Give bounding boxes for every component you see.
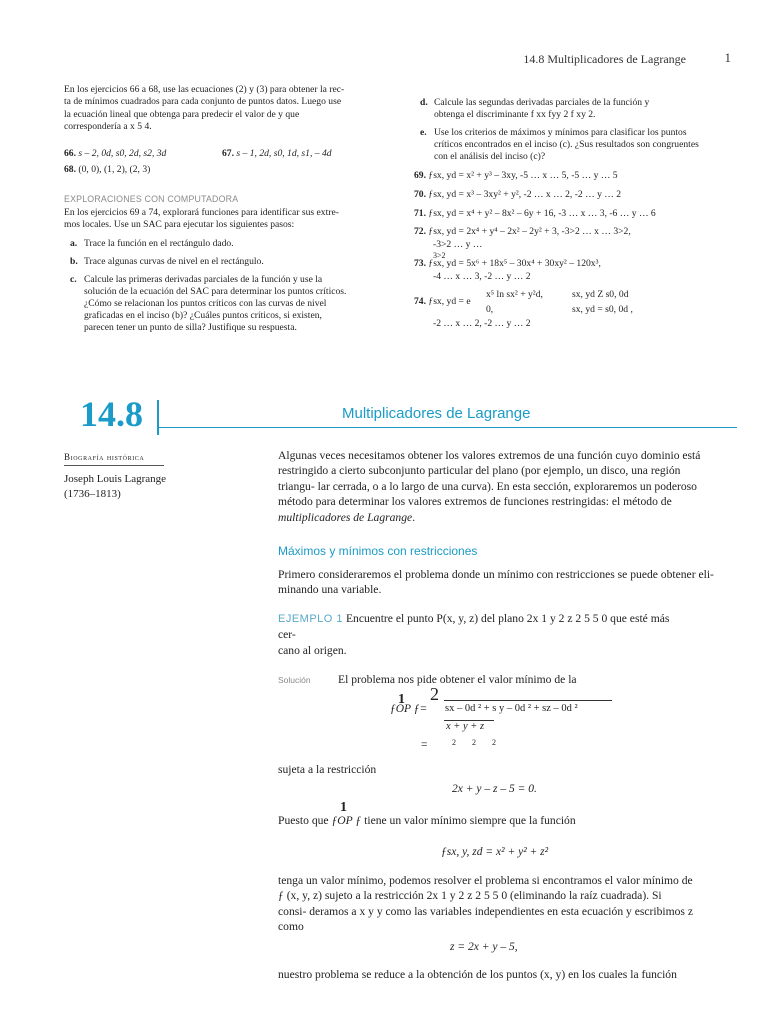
exercise-text: ƒsx, yd = 5x⁶ + 18x⁵ – 30x⁴ + 30xy² – 120x³,	[428, 258, 601, 269]
exercise-text: (0, 0), (1, 2), (2, 3)	[78, 164, 151, 175]
example-statement	[278, 611, 740, 627]
constraint-equation: 2x + y – z – 5 = 0.	[452, 783, 537, 795]
step-text: Trace algunas curvas de nivel en el rectángulo.	[84, 256, 264, 267]
exercise-67	[222, 148, 332, 160]
equation-radicand: sx – 0d ² + s y – 0d ² + sz – 0d ²	[445, 703, 578, 714]
paragraph-line: tenga un valor mínimo, podemos resolver el problema si encontramos el valor mínimo de	[278, 874, 693, 887]
paragraph-line: consi- deramos a x y y como las variables independientes en esta ecuación y escribimos z	[278, 904, 693, 918]
biography-heading: Biografía histórica	[64, 452, 145, 462]
step-line: solución de la ecuación del SAC para determinar los puntos críticos.	[84, 286, 347, 297]
exercise-69	[414, 170, 618, 182]
exercise-70	[414, 189, 621, 201]
paragraph-line: ƒ (x, y, z) sujeto a la restricción 2x 1 y 2 z 2 5 5 0 (eliminando la raíz cuadrada). Si	[278, 889, 662, 903]
exercise-73-continued: -4 … x … 3, -2 … y … 2	[433, 271, 531, 282]
exercise-number: 66.	[64, 148, 76, 159]
example-continued: cano al origen.	[278, 644, 347, 657]
solution-label: Solución	[278, 675, 311, 685]
intro-line: ta de mínimos cuadrados para cada conjunto de puntos datos. Luego use	[64, 96, 342, 108]
biography-name: Joseph Louis Lagrange	[64, 473, 167, 485]
exercise-number: 74.	[414, 296, 426, 307]
step-b	[70, 256, 390, 268]
intro-line: En los ejercicios 66 a 68, use las ecuaciones (2) y (3) para obtener la rec-	[64, 84, 345, 95]
exercise-73	[414, 258, 601, 270]
subsection-paragraph	[278, 567, 738, 598]
subsection-heading: Máximos y mínimos con restricciones	[278, 544, 478, 558]
equation-glyph: 1	[398, 692, 405, 707]
radical-bar	[444, 700, 612, 701]
paragraph-line	[278, 510, 738, 525]
paragraph-line: como	[278, 920, 304, 934]
step-line: con el análisis del inciso (c)?	[434, 151, 546, 162]
solution-text: El problema nos pide obtener el valor mínimo de la	[338, 673, 577, 686]
equation-equals: =	[421, 739, 428, 751]
exercise-text: ƒsx, yd = x³ – 3xy² + y², -2 … x … 2, -2 … y … 2	[428, 189, 622, 200]
biography-rule	[64, 465, 164, 466]
section-number: 14.8	[80, 394, 143, 434]
running-header-title: 14.8 Multiplicadores de Lagrange	[523, 52, 686, 66]
exercise-72-continued: -3>2 … y …	[433, 239, 483, 250]
final-line: nuestro problema se reduce a la obtención de los puntos (x, y) en los cuales la función	[278, 968, 677, 981]
step-line: obtenga el discriminante f xx fyy 2 f xy 2.	[434, 109, 596, 120]
exercise-text: ƒsx, yd = 2x⁴ + y⁴ – 2x² – 2y² + 3, -3>2 … x … 3>2,	[428, 226, 631, 237]
emphasis-text: multiplicadores de Lagrange	[278, 510, 413, 524]
section-divider-bar	[157, 400, 159, 435]
example-continued: cer-	[278, 628, 296, 641]
z-equation: z = 2x + y – 5,	[450, 941, 518, 953]
piecewise-condition: sx, yd Z s0, 0d	[572, 289, 629, 300]
step-letter: b.	[70, 256, 78, 267]
piecewise-condition: sx, yd = s0, 0d ,	[572, 304, 633, 315]
piecewise-case: 0,	[486, 304, 494, 315]
math-text: ƒOP ƒ	[331, 814, 362, 827]
exercise-number: 67.	[222, 148, 234, 159]
function-equation: ƒsx, y, zd = x² + y² + z²	[441, 846, 549, 858]
exercise-number: 68.	[64, 164, 76, 175]
exercise-number: 69.	[414, 170, 426, 181]
exercise-text: s – 2, 0d, s0, 2d, s2, 3d	[78, 148, 167, 159]
paragraph-line: triangu- lar cerrada, o a lo largo de una curva). En esta sección, exploraremos un poderoso	[278, 479, 697, 493]
equation-glyph: 2	[430, 684, 439, 704]
exercise-text: ƒsx, yd = x² + y³ – 3xy, -5 … x … 5, -5 … y … 5	[428, 170, 618, 181]
step-letter: a.	[70, 238, 78, 249]
text: tiene un valor mínimo siempre que la función	[364, 814, 576, 827]
paragraph-line: Primero consideraremos el problema donde un mínimo con restricciones se puede obtener eli-	[278, 568, 714, 581]
step-line: parecen tener un punto de silla? Justifique su respuesta.	[84, 322, 297, 333]
exercise-68	[64, 164, 150, 176]
equation-glyph: 1	[340, 800, 347, 815]
exercise-text: s – 1, 2d, s0, 1d, s1, – 4d	[236, 148, 332, 159]
section-title: Multiplicadores de Lagrange	[342, 405, 531, 422]
step-line: Use los criterios de máximos y mínimos para clasificar los puntos	[434, 127, 687, 138]
paragraph-line: Algunas veces necesitamos obtener los valores extremos de una función cuyo dominio está	[278, 449, 701, 462]
step-d	[420, 97, 740, 123]
step-e	[420, 127, 740, 165]
intro-paragraph	[278, 448, 738, 525]
constraint-intro: sujeta a la restricción	[278, 763, 377, 776]
since-sentence	[278, 813, 576, 828]
step-line: críticos encontrados en el inciso (c). ¿Sus resultados son congruentes	[434, 139, 699, 150]
punctuation: .	[412, 510, 416, 524]
computer-explorations-heading: EXPLORACIONES CON COMPUTADORA	[64, 194, 239, 204]
piecewise-case: x⁵ ln sx² + y²d,	[486, 289, 543, 300]
paragraph-line: minando una variable.	[278, 583, 382, 597]
intro-line: la ecuación lineal que obtenga para predecir el valor de y que	[64, 108, 300, 120]
step-a	[70, 238, 390, 250]
equation-sum: x + y + z	[446, 721, 485, 732]
intro-line: mos locales. Use un SAC para ejecutar los siguientes pasos:	[64, 219, 295, 231]
biography-years: (1736–1813)	[64, 488, 121, 500]
solution-paragraph	[278, 873, 740, 935]
step-text: Trace la función en el rectángulo dado.	[84, 238, 234, 249]
exercise-74-continued: -2 … x … 2, -2 … y … 2	[433, 318, 531, 329]
computer-intro	[64, 207, 384, 232]
step-letter: d.	[420, 97, 428, 108]
step-letter: c.	[70, 274, 77, 285]
exercise-number: 72.	[414, 226, 426, 237]
example-text: Encuentre el punto P(x, y, z) del plano 2x 1 y 2 z 2 5 5 0 que esté más	[345, 612, 670, 625]
intro-line: correspondería a x 5 4.	[64, 120, 152, 132]
exercise-number: 70.	[414, 189, 426, 200]
exercises-intro	[64, 84, 384, 133]
exercise-72	[414, 226, 631, 238]
exercise-number: 71.	[414, 208, 426, 219]
page-number: 1	[724, 50, 731, 65]
intro-line: En los ejercicios 69 a 74, explorará funciones para identificar sus extre-	[64, 207, 339, 218]
example-label: EJEMPLO 1	[278, 613, 344, 625]
exercise-number: 73.	[414, 258, 426, 269]
exercise-72-continued: 3>2	[433, 251, 446, 260]
step-line: ¿Cómo se relacionan los puntos críticos con las curvas de nivel	[84, 298, 327, 309]
paragraph-line: restringido a cierto subconjunto particular del plano (por ejemplo, un disco, una región	[278, 464, 681, 478]
exercise-text: ƒsx, yd = e	[428, 296, 471, 307]
equation-lhs: ƒOP ƒ=	[390, 703, 428, 715]
exercise-74	[414, 296, 471, 308]
paragraph-line: método para determinar los valores extremos de funciones restringidas: el método de	[278, 495, 672, 509]
step-line: graficadas en el inciso (b)? ¿Cuáles puntos críticos, si existen,	[84, 310, 322, 321]
equation-exponents: 2 2 2	[452, 738, 496, 747]
step-line: Calcule las segundas derivadas parciales de la función y	[434, 97, 650, 108]
exercise-text: ƒsx, yd = x⁴ + y² – 8x² – 6y + 16, -3 … x … 3, -6 … y … 6	[428, 208, 656, 219]
exercise-66	[64, 148, 166, 160]
step-c	[70, 274, 390, 338]
step-letter: e.	[420, 127, 427, 138]
section-rule	[157, 427, 737, 428]
step-line: Calcule las primeras derivadas parciales de la función y use la	[84, 274, 323, 285]
text: Puesto que	[278, 814, 329, 827]
exercise-71	[414, 208, 656, 220]
